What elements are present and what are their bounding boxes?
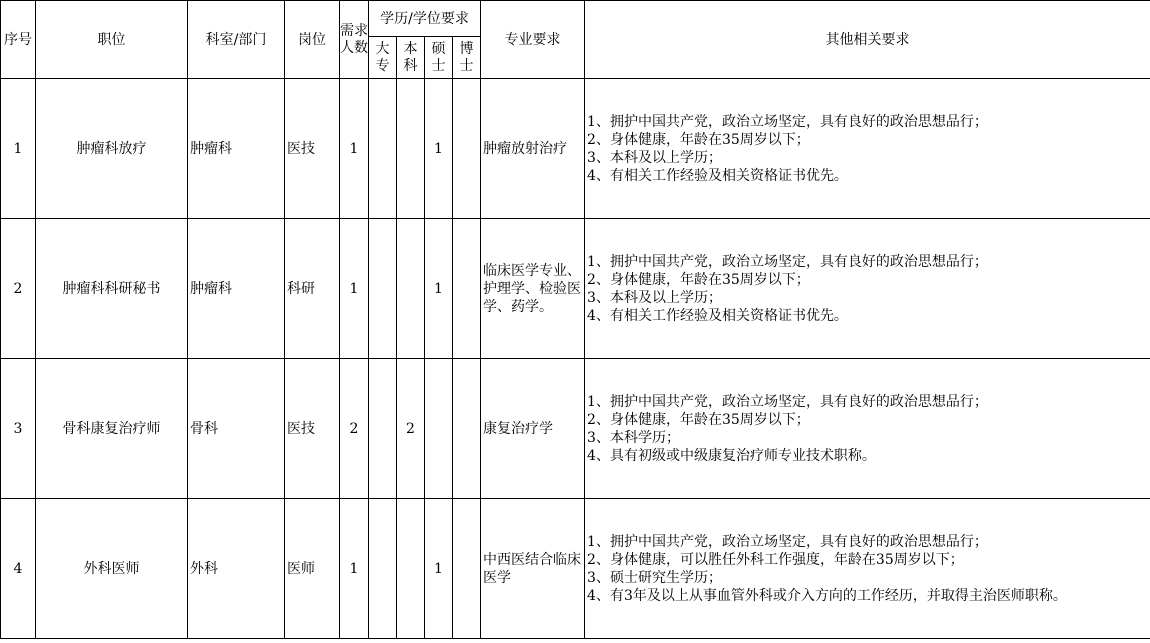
cell-boshi xyxy=(453,219,481,359)
table-row xyxy=(1,359,1150,499)
cell-post: 医技 xyxy=(285,359,340,499)
cell-post: 医技 xyxy=(285,79,340,219)
header-other: 其他相关要求 xyxy=(585,1,1150,79)
header-dept: 科室/部门 xyxy=(188,1,285,79)
cell-major: 肿瘤放射治疗 xyxy=(481,79,585,219)
header-count-text: 需求人数 xyxy=(340,22,368,56)
cell-shuoshi: 1 xyxy=(425,219,453,359)
cell-position: 骨科康复治疗师 xyxy=(36,359,188,499)
header-edu-dazhuan xyxy=(369,37,397,79)
header-seq: 序号 xyxy=(1,1,36,79)
cell-post: 医师 xyxy=(285,499,340,639)
requirement-line: 4、具有初级或中级康复治疗师专业技术职称。 xyxy=(587,447,876,464)
cell-position: 肿瘤科科研秘书 xyxy=(36,219,188,359)
cell-requirements xyxy=(585,359,1150,499)
cell-count: 1 xyxy=(340,219,369,359)
cell-dept: 外科 xyxy=(188,499,285,639)
header-major: 专业要求 xyxy=(481,1,585,79)
table-row xyxy=(1,499,1150,639)
header-edu-benke-text: 本科 xyxy=(403,40,418,74)
header-edu-shuoshi-text: 硕士 xyxy=(431,40,446,74)
cell-benke: 2 xyxy=(397,359,425,499)
header-count xyxy=(340,1,369,79)
cell-position: 肿瘤科放疗 xyxy=(36,79,188,219)
cell-major: 中西医结合临床医学 xyxy=(481,499,585,639)
requirement-line: 1、拥护中国共产党，政治立场坚定，具有良好的政治思想品行； xyxy=(587,253,988,270)
cell-count: 1 xyxy=(340,499,369,639)
header-edu-benke xyxy=(397,37,425,79)
table-row xyxy=(1,219,1150,359)
cell-boshi xyxy=(453,359,481,499)
header-edu-boshi xyxy=(453,37,481,79)
header-post: 岗位 xyxy=(285,1,340,79)
cell-dazhuan xyxy=(369,79,397,219)
cell-requirements xyxy=(585,219,1150,359)
cell-boshi xyxy=(453,79,481,219)
requirement-line: 3、本科学历； xyxy=(587,429,680,446)
cell-dazhuan xyxy=(369,499,397,639)
header-position: 职位 xyxy=(36,1,188,79)
header-edu-shuoshi xyxy=(425,37,453,79)
cell-shuoshi: 1 xyxy=(425,79,453,219)
cell-seq: 3 xyxy=(1,359,36,499)
cell-position: 外科医师 xyxy=(36,499,188,639)
requirement-line: 3、硕士研究生学历； xyxy=(587,569,722,586)
cell-major: 临床医学专业、护理学、检验医学、药学。 xyxy=(481,219,585,359)
requirement-line: 4、有相关工作经验及相关资格证书优先。 xyxy=(587,167,848,184)
table-row xyxy=(1,79,1150,219)
requirement-line: 1、拥护中国共产党，政治立场坚定，具有良好的政治思想品行； xyxy=(587,533,988,550)
cell-dazhuan xyxy=(369,359,397,499)
cell-post: 科研 xyxy=(285,219,340,359)
cell-count: 2 xyxy=(340,359,369,499)
header-edu-dazhuan-text: 大专 xyxy=(375,40,390,74)
cell-shuoshi: 1 xyxy=(425,499,453,639)
cell-dazhuan xyxy=(369,219,397,359)
header-edu-group: 学历/学位要求 xyxy=(369,1,481,37)
requirement-line: 1、拥护中国共产党，政治立场坚定，具有良好的政治思想品行； xyxy=(587,393,988,410)
requirement-line: 3、本科及以上学历； xyxy=(587,289,722,306)
cell-seq: 4 xyxy=(1,499,36,639)
cell-dept: 肿瘤科 xyxy=(188,219,285,359)
cell-major: 康复治疗学 xyxy=(481,359,585,499)
cell-benke xyxy=(397,79,425,219)
cell-seq: 1 xyxy=(1,79,36,219)
requirement-line: 4、有相关工作经验及相关资格证书优先。 xyxy=(587,307,848,324)
cell-benke xyxy=(397,499,425,639)
cell-count: 1 xyxy=(340,79,369,219)
cell-benke xyxy=(397,219,425,359)
requirement-line: 4、有3年及以上从事血管外科或介入方向的工作经历，并取得主治医师职称。 xyxy=(587,587,1067,604)
requirement-line: 2、身体健康，年龄在35周岁以下； xyxy=(587,271,810,288)
requirement-line: 2、身体健康，年龄在35周岁以下； xyxy=(587,131,810,148)
cell-boshi xyxy=(453,499,481,639)
requirement-line: 2、身体健康，年龄在35周岁以下； xyxy=(587,411,810,428)
cell-dept: 肿瘤科 xyxy=(188,79,285,219)
requirement-line: 3、本科及以上学历； xyxy=(587,149,722,166)
cell-shuoshi xyxy=(425,359,453,499)
cell-requirements xyxy=(585,79,1150,219)
cell-dept: 骨科 xyxy=(188,359,285,499)
header-edu-boshi-text: 博士 xyxy=(459,40,474,74)
cell-seq: 2 xyxy=(1,219,36,359)
requirement-line: 2、身体健康，可以胜任外科工作强度，年龄在35周岁以下； xyxy=(587,551,964,568)
cell-requirements xyxy=(585,499,1150,639)
requirement-line: 1、拥护中国共产党，政治立场坚定，具有良好的政治思想品行； xyxy=(587,113,988,130)
